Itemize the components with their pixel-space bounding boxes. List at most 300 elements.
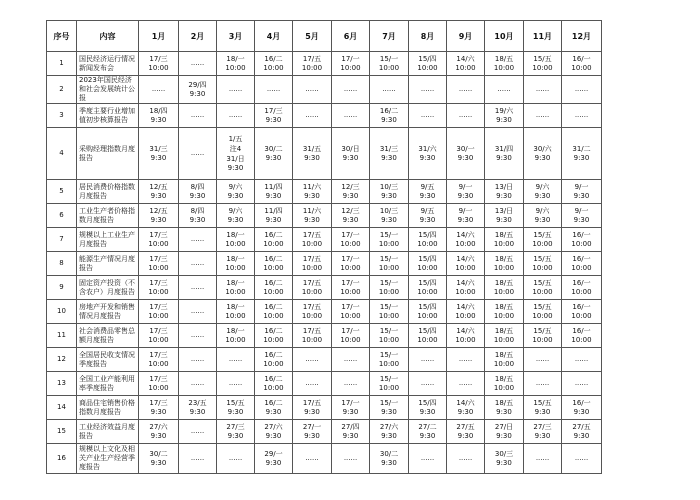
release-time: 10:00 — [301, 239, 323, 248]
release-date: ...... — [228, 355, 243, 363]
release-date: 18/五 — [494, 326, 514, 335]
schedule-cell — [409, 372, 447, 396]
release-date: 17/五 — [302, 278, 322, 287]
header-seq: 序号 — [47, 21, 77, 52]
row-content: 居民消费价格指数月度报告 — [77, 180, 139, 204]
schedule-cell — [370, 104, 409, 128]
schedule-cell — [255, 228, 293, 252]
release-time: 9:30 — [457, 191, 474, 200]
schedule-cell — [217, 104, 255, 128]
header-month: 3月 — [217, 21, 255, 52]
release-date: 23/五 — [188, 398, 207, 407]
release-date: ...... — [574, 355, 589, 363]
release-time: 10:00 — [263, 311, 284, 320]
release-time: 9:30 — [457, 407, 474, 416]
schedule-cell — [409, 444, 447, 474]
schedule-cell — [179, 228, 217, 252]
schedule-cell — [179, 348, 217, 372]
release-time: 9:30 — [227, 407, 244, 416]
schedule-cell — [447, 276, 485, 300]
release-time: 9:30 — [189, 215, 206, 224]
release-time: 9:30 — [342, 215, 359, 224]
schedule-cell — [524, 180, 562, 204]
schedule-cell — [179, 76, 217, 104]
release-time: 9:30 — [227, 215, 244, 224]
release-time: 10:00 — [225, 311, 246, 320]
schedule-cell — [255, 372, 293, 396]
release-date: 17/一 — [341, 254, 360, 263]
release-date: 15/一 — [379, 398, 399, 407]
schedule-cell — [217, 52, 255, 76]
schedule-cell — [447, 372, 485, 396]
release-date: 30/二 — [149, 449, 168, 458]
release-time: 9:30 — [496, 407, 512, 416]
schedule-cell — [255, 444, 293, 474]
release-time: 10:00 — [493, 263, 515, 272]
schedule-cell — [370, 300, 409, 324]
row-seq: 2 — [47, 76, 77, 104]
schedule-cell — [562, 104, 602, 128]
release-date: 18/四 — [149, 106, 168, 115]
release-date: ...... — [228, 454, 243, 462]
release-time: 9:30 — [265, 431, 282, 440]
release-date: 27/二 — [418, 422, 437, 431]
row-seq: 9 — [47, 276, 77, 300]
schedule-cell — [562, 228, 602, 252]
release-date: ...... — [535, 355, 550, 363]
schedule-cell — [562, 420, 602, 444]
release-date: 10/三 — [379, 182, 399, 191]
schedule-cell — [139, 104, 179, 128]
release-time: 10:00 — [340, 263, 361, 272]
release-time: 10:00 — [417, 311, 438, 320]
schedule-cell — [179, 372, 217, 396]
release-time: 10:00 — [455, 287, 476, 296]
release-date: 15/五 — [533, 302, 552, 311]
schedule-cell — [179, 420, 217, 444]
release-date: ...... — [535, 111, 550, 119]
release-time: 10:00 — [148, 239, 169, 248]
release-time: 9:30 — [419, 431, 436, 440]
release-time: 9:30 — [265, 215, 282, 224]
schedule-cell — [293, 204, 332, 228]
release-time: 10:00 — [532, 263, 553, 272]
release-time: 9:30 — [265, 407, 282, 416]
schedule-cell — [179, 324, 217, 348]
row-content: 全国居民收支情况季度报告 — [77, 348, 139, 372]
release-date: 17/五 — [302, 398, 322, 407]
schedule-cell — [562, 204, 602, 228]
release-date: 15/一 — [379, 326, 399, 335]
schedule-cell — [217, 128, 255, 180]
release-date: 18/一 — [226, 278, 245, 287]
schedule-cell — [524, 76, 562, 104]
table-row — [47, 300, 602, 324]
schedule-cell — [217, 228, 255, 252]
release-date: 15/五 — [533, 230, 552, 239]
release-time: 9:30 — [419, 215, 436, 224]
row-content: 规模以上文化及相关产业生产经营季度报告 — [77, 444, 139, 474]
release-time: 10:00 — [378, 335, 400, 344]
release-date: 14/六 — [456, 278, 475, 287]
schedule-cell — [293, 324, 332, 348]
row-content: 规模以上工业生产月度报告 — [77, 228, 139, 252]
release-date: 27/五 — [456, 422, 475, 431]
schedule-cell — [562, 128, 602, 180]
release-date: 15/五 — [533, 54, 552, 63]
release-date: 30/三 — [494, 449, 514, 458]
release-time: 10:00 — [225, 263, 246, 272]
release-time: 10:00 — [148, 335, 169, 344]
schedule-cell — [332, 76, 370, 104]
schedule-cell — [139, 300, 179, 324]
release-date: ...... — [343, 85, 358, 93]
schedule-cell — [524, 324, 562, 348]
schedule-cell — [332, 372, 370, 396]
release-date: 18/五 — [494, 398, 514, 407]
release-date: 19/六 — [494, 106, 514, 115]
row-seq: 12 — [47, 348, 77, 372]
release-time: 10:00 — [378, 263, 400, 272]
row-content: 采购经理指数月度报告 — [77, 128, 139, 180]
release-time: 9:30 — [496, 153, 512, 162]
release-date: ...... — [420, 85, 435, 93]
release-date: 16/二 — [264, 374, 283, 383]
release-date: ...... — [420, 355, 435, 363]
release-time: 9:30 — [150, 431, 167, 440]
schedule-cell — [562, 444, 602, 474]
schedule-cell — [485, 348, 524, 372]
schedule-cell — [409, 276, 447, 300]
schedule-cell — [370, 252, 409, 276]
release-date: 27/五 — [572, 422, 591, 431]
release-date: 17/三 — [264, 106, 283, 115]
row-content: 工业经济效益月度报告 — [77, 420, 139, 444]
release-date: 9/五 — [420, 206, 435, 215]
row-seq: 10 — [47, 300, 77, 324]
row-seq: 4 — [47, 128, 77, 180]
release-date: 16/二 — [264, 326, 283, 335]
schedule-cell — [370, 128, 409, 180]
schedule-cell — [139, 396, 179, 420]
release-date: 11/四 — [264, 206, 283, 215]
schedule-cell — [562, 180, 602, 204]
release-date: 15/四 — [418, 326, 437, 335]
schedule-cell — [293, 300, 332, 324]
release-time: 9:30 — [304, 407, 320, 416]
schedule-cell — [524, 300, 562, 324]
table-row — [47, 348, 602, 372]
release-time: 9:30 — [457, 153, 474, 162]
release-time: 10:00 — [417, 239, 438, 248]
release-time: 10:00 — [340, 239, 361, 248]
release-time: 9:30 — [534, 431, 551, 440]
release-date: ...... — [343, 379, 358, 387]
schedule-cell — [447, 180, 485, 204]
release-time: 10:00 — [301, 63, 323, 72]
release-time: 9:30 — [534, 191, 551, 200]
schedule-cell — [293, 348, 332, 372]
row-content: 工业生产者价格指数月度报告 — [77, 204, 139, 228]
release-date: 15/五 — [226, 398, 245, 407]
schedule-cell — [370, 76, 409, 104]
release-date: ...... — [458, 111, 473, 119]
release-time: 9:30 — [189, 191, 206, 200]
release-date: 27/六 — [379, 422, 399, 431]
schedule-cell — [179, 52, 217, 76]
release-date: ...... — [458, 379, 473, 387]
release-date: 17/五 — [302, 302, 322, 311]
release-date: ...... — [190, 307, 205, 315]
release-time: 9:30 — [419, 153, 436, 162]
release-time: 10:00 — [417, 287, 438, 296]
schedule-cell — [217, 420, 255, 444]
release-date: 15/一 — [379, 54, 399, 63]
release-date: 15/一 — [379, 302, 399, 311]
schedule-cell — [293, 76, 332, 104]
release-date: 12/五 — [149, 182, 168, 191]
release-date: 15/一 — [379, 230, 399, 239]
schedule-cell — [332, 180, 370, 204]
release-time: 10:00 — [148, 263, 169, 272]
release-time: 9:30 — [496, 191, 512, 200]
schedule-cell — [332, 276, 370, 300]
table-row — [47, 204, 602, 228]
release-time: 10:00 — [455, 239, 476, 248]
schedule-cell — [524, 204, 562, 228]
release-date: 9/五 — [420, 182, 435, 191]
schedule-cell — [179, 128, 217, 180]
schedule-cell — [139, 252, 179, 276]
schedule-cell — [409, 252, 447, 276]
release-date: 16/一 — [572, 326, 591, 335]
schedule-cell — [293, 420, 332, 444]
header-month: 1月 — [139, 21, 179, 52]
header-month: 2月 — [179, 21, 217, 52]
release-time: 9:30 — [189, 89, 206, 98]
release-date: 14/六 — [456, 54, 475, 63]
table-row — [47, 104, 602, 128]
release-date: ...... — [228, 379, 243, 387]
release-date: 31/三 — [149, 144, 168, 153]
schedule-cell — [293, 252, 332, 276]
schedule-cell — [562, 276, 602, 300]
schedule-cell — [370, 324, 409, 348]
table-row — [47, 396, 602, 420]
row-seq: 13 — [47, 372, 77, 396]
release-time: 9:30 — [342, 407, 359, 416]
release-date: ...... — [535, 85, 550, 93]
release-time: 10:00 — [493, 359, 515, 368]
release-date: 16/一 — [572, 230, 591, 239]
release-date: 18/一 — [226, 54, 245, 63]
release-date: 31/五 — [302, 144, 322, 153]
release-time: 9:30 — [573, 407, 590, 416]
release-date: 11/六 — [302, 182, 322, 191]
schedule-cell — [370, 52, 409, 76]
release-date: 15/五 — [533, 326, 552, 335]
release-date: ...... — [458, 85, 473, 93]
table-row — [47, 444, 602, 474]
schedule-cell — [217, 324, 255, 348]
schedule-cell — [332, 348, 370, 372]
release-time: 10:00 — [493, 383, 515, 392]
release-time: 9:30 — [304, 431, 320, 440]
schedule-cell — [562, 348, 602, 372]
release-date: 16/二 — [264, 230, 283, 239]
schedule-cell — [409, 228, 447, 252]
release-date: 31/六 — [418, 144, 437, 153]
release-time: 10:00 — [148, 359, 169, 368]
release-time: 10:00 — [225, 335, 246, 344]
schedule-cell — [217, 372, 255, 396]
schedule-cell — [179, 252, 217, 276]
release-date: 9/一 — [458, 206, 473, 215]
release-date: ...... — [497, 85, 511, 93]
header-month: 4月 — [255, 21, 293, 52]
schedule-cell — [179, 180, 217, 204]
release-date: ...... — [535, 454, 550, 462]
release-date: 30/二 — [264, 144, 283, 153]
release-date: 13/日 — [494, 182, 514, 191]
release-date: ...... — [228, 111, 243, 119]
table-row — [47, 324, 602, 348]
schedule-cell — [409, 396, 447, 420]
release-schedule-table — [46, 20, 602, 474]
release-time: 9:30 — [227, 191, 244, 200]
schedule-cell — [447, 252, 485, 276]
table-row — [47, 252, 602, 276]
release-time: 9:30 — [573, 431, 590, 440]
schedule-cell — [447, 204, 485, 228]
release-time: 10:00 — [455, 311, 476, 320]
schedule-cell — [217, 76, 255, 104]
release-date: ...... — [190, 331, 205, 339]
schedule-cell — [524, 128, 562, 180]
schedule-cell — [409, 76, 447, 104]
release-date: 31/二 — [572, 144, 591, 153]
release-date: 14/六 — [456, 326, 475, 335]
schedule-cell — [447, 52, 485, 76]
row-seq: 8 — [47, 252, 77, 276]
release-time: 9:30 — [265, 191, 282, 200]
schedule-cell — [485, 396, 524, 420]
release-time: 9:30 — [304, 153, 320, 162]
release-date: 15/四 — [418, 54, 437, 63]
release-time: 10:00 — [225, 287, 246, 296]
schedule-cell — [485, 180, 524, 204]
schedule-cell — [217, 444, 255, 474]
release-time: 10:00 — [532, 239, 553, 248]
release-time: 10:00 — [378, 383, 400, 392]
schedule-cell — [409, 180, 447, 204]
schedule-cell — [370, 396, 409, 420]
release-date: 9/一 — [574, 182, 589, 191]
release-time: 10:00 — [263, 359, 284, 368]
schedule-cell — [447, 300, 485, 324]
release-time: 9:30 — [227, 431, 244, 440]
schedule-cell — [179, 300, 217, 324]
schedule-cell — [255, 324, 293, 348]
release-date: 29/一 — [264, 449, 283, 458]
release-date: 17/五 — [302, 326, 322, 335]
release-date: 15/一 — [379, 278, 399, 287]
release-date: 16/一 — [572, 302, 591, 311]
schedule-cell — [485, 300, 524, 324]
release-time: 10:00 — [225, 63, 246, 72]
release-date: 15/一 — [379, 350, 399, 359]
schedule-cell — [447, 396, 485, 420]
release-date: 12/三 — [341, 206, 360, 215]
schedule-cell — [293, 180, 332, 204]
header-month: 9月 — [447, 21, 485, 52]
release-date: 18/五 — [494, 350, 514, 359]
schedule-cell — [332, 204, 370, 228]
release-date: 15/五 — [533, 254, 552, 263]
schedule-cell — [255, 300, 293, 324]
release-date: ...... — [190, 235, 205, 243]
release-schedule — [46, 20, 602, 474]
schedule-cell — [332, 396, 370, 420]
release-date: 17/一 — [341, 326, 360, 335]
table-header-row — [47, 21, 602, 52]
schedule-cell — [332, 252, 370, 276]
release-date: 27/日 — [494, 422, 514, 431]
release-time: 9:30 — [573, 153, 590, 162]
table-row — [47, 228, 602, 252]
schedule-cell — [562, 396, 602, 420]
schedule-cell — [293, 396, 332, 420]
schedule-cell — [139, 128, 179, 180]
schedule-cell — [255, 204, 293, 228]
table-row — [47, 76, 602, 104]
schedule-cell — [562, 324, 602, 348]
release-time: 9:30 — [381, 458, 397, 467]
release-time: 9:30 — [381, 407, 397, 416]
release-time: 9:30 — [534, 407, 551, 416]
release-time: 10:00 — [417, 63, 438, 72]
release-date: 30/日 — [341, 144, 360, 153]
release-time: 9:30 — [496, 458, 512, 467]
schedule-cell — [139, 52, 179, 76]
release-time: 10:00 — [532, 311, 553, 320]
release-date: 17/三 — [149, 374, 168, 383]
schedule-cell — [139, 228, 179, 252]
table-row — [47, 420, 602, 444]
release-date: ...... — [382, 85, 396, 93]
release-time: 10:00 — [263, 383, 284, 392]
schedule-cell — [447, 348, 485, 372]
release-time: 9:30 — [381, 215, 397, 224]
release-date: 16/二 — [264, 398, 283, 407]
schedule-cell — [409, 300, 447, 324]
release-date: 12/五 — [149, 206, 168, 215]
release-date: 27/四 — [341, 422, 360, 431]
release-date: 31/三 — [379, 144, 399, 153]
release-date: 1/五 注4 31/日 — [226, 135, 245, 163]
release-date: 15/五 — [533, 278, 552, 287]
schedule-cell — [524, 420, 562, 444]
row-content: 全国工业产能利用率季度报告 — [77, 372, 139, 396]
release-date: 17/三 — [149, 350, 168, 359]
schedule-cell — [332, 52, 370, 76]
release-date: 16/一 — [572, 254, 591, 263]
schedule-cell — [139, 204, 179, 228]
release-time: 10:00 — [532, 287, 553, 296]
release-date: ...... — [151, 85, 166, 93]
schedule-cell — [217, 204, 255, 228]
release-date: ...... — [458, 454, 473, 462]
